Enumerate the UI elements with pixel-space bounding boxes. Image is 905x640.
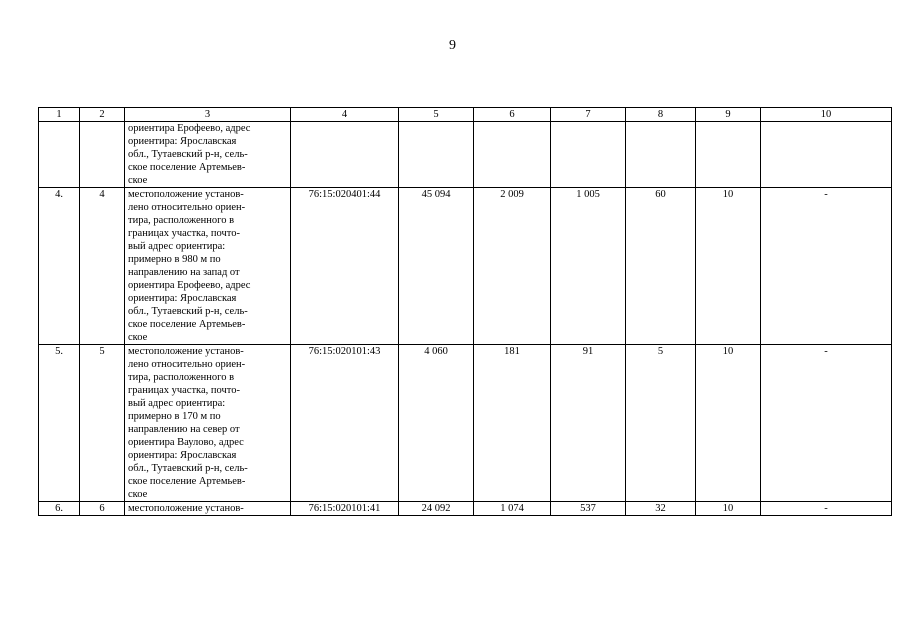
plot-number-cell: 6 xyxy=(80,502,125,516)
description-line: лено относительно ориен- xyxy=(128,202,246,213)
column-6-value-cell: 1 074 xyxy=(474,502,551,516)
column-header-7: 7 xyxy=(551,108,626,122)
column-header-1: 1 xyxy=(39,108,80,122)
column-6-value-cell xyxy=(474,122,551,188)
description-line: обл., Тутаевский р-н, сель- xyxy=(128,463,248,474)
description-line: направлению на запад от xyxy=(128,267,240,278)
page-number: 9 xyxy=(449,38,456,53)
column-10-value-cell xyxy=(761,122,892,188)
description-line: границах участка, почто- xyxy=(128,385,240,396)
column-header-5: 5 xyxy=(399,108,474,122)
row-number-cell: 6. xyxy=(39,502,80,516)
column-8-value-cell: 60 xyxy=(626,188,696,345)
column-header-10: 10 xyxy=(761,108,892,122)
location-description-cell xyxy=(125,345,291,502)
plot-number-cell: 4 xyxy=(80,188,125,345)
column-10-value-cell: - xyxy=(761,345,892,502)
plot-number-cell: 5 xyxy=(80,345,125,502)
table-row xyxy=(39,122,892,188)
column-7-value-cell: 91 xyxy=(551,345,626,502)
description-line: обл., Тутаевский р-н, сель- xyxy=(128,149,248,160)
column-9-value-cell: 10 xyxy=(696,502,761,516)
column-9-value-cell xyxy=(696,122,761,188)
column-9-value-cell: 10 xyxy=(696,188,761,345)
column-header-8: 8 xyxy=(626,108,696,122)
description-line: вый адрес ориентира: xyxy=(128,398,226,409)
description-line: тира, расположенного в xyxy=(128,372,235,383)
row-number-cell: 4. xyxy=(39,188,80,345)
cadastral-number-cell: 76:15:020101:41 xyxy=(291,502,399,516)
row-number-cell xyxy=(39,122,80,188)
column-5-value-cell: 45 094 xyxy=(399,188,474,345)
description-line: ориентира: Ярославская xyxy=(128,136,237,147)
description-line: ское поселение Артемьев- xyxy=(128,319,246,330)
column-header-2: 2 xyxy=(80,108,125,122)
description-line: ориентира Ерофеево, адрес xyxy=(128,123,251,134)
plot-number-cell xyxy=(80,122,125,188)
location-description-cell xyxy=(125,122,291,188)
column-6-value-cell: 2 009 xyxy=(474,188,551,345)
description-line: местоположение установ- xyxy=(128,189,244,200)
description-line: ское поселение Артемьев- xyxy=(128,476,246,487)
header-row xyxy=(39,108,892,122)
description-line: местоположение установ- xyxy=(128,346,244,357)
column-5-value-cell: 24 092 xyxy=(399,502,474,516)
column-header-9: 9 xyxy=(696,108,761,122)
column-header-3: 3 xyxy=(125,108,291,122)
column-5-value-cell: 4 060 xyxy=(399,345,474,502)
table-body xyxy=(39,122,892,516)
description-line: ориентира: Ярославская xyxy=(128,293,237,304)
description-line: тира, расположенного в xyxy=(128,215,235,226)
table-row xyxy=(39,502,892,516)
description-line: вый адрес ориентира: xyxy=(128,241,226,252)
description-line: ское поселение Артемьев- xyxy=(128,162,246,173)
description-line: местоположение установ- xyxy=(128,503,244,514)
column-6-value-cell: 181 xyxy=(474,345,551,502)
column-5-value-cell xyxy=(399,122,474,188)
cadastral-number-cell: 76:15:020401:44 xyxy=(291,188,399,345)
row-number-cell: 5. xyxy=(39,345,80,502)
column-7-value-cell xyxy=(551,122,626,188)
description-line: ское xyxy=(128,332,148,343)
description-line: ориентира: Ярославская xyxy=(128,450,237,461)
description-line: границах участка, почто- xyxy=(128,228,240,239)
description-line: лено относительно ориен- xyxy=(128,359,246,370)
description-line: обл., Тутаевский р-н, сель- xyxy=(128,306,248,317)
description-line: ориентира Ваулово, адрес xyxy=(128,437,244,448)
column-10-value-cell: - xyxy=(761,188,892,345)
table-row xyxy=(39,345,892,502)
location-description-cell xyxy=(125,502,291,516)
column-header-6: 6 xyxy=(474,108,551,122)
column-7-value-cell: 1 005 xyxy=(551,188,626,345)
column-header-4: 4 xyxy=(291,108,399,122)
column-9-value-cell: 10 xyxy=(696,345,761,502)
description-line: ское xyxy=(128,175,148,186)
description-line: направлению на север от xyxy=(128,424,240,435)
column-8-value-cell: 32 xyxy=(626,502,696,516)
description-line: ориентира Ерофеево, адрес xyxy=(128,280,251,291)
description-line: ское xyxy=(128,489,148,500)
column-10-value-cell: - xyxy=(761,502,892,516)
description-line: примерно в 980 м по xyxy=(128,254,221,265)
column-8-value-cell xyxy=(626,122,696,188)
column-7-value-cell: 537 xyxy=(551,502,626,516)
cadastral-number-cell: 76:15:020101:43 xyxy=(291,345,399,502)
column-8-value-cell: 5 xyxy=(626,345,696,502)
table-row xyxy=(39,188,892,345)
cadastral-number-cell xyxy=(291,122,399,188)
description-line: примерно в 170 м по xyxy=(128,411,221,422)
land-plots-table xyxy=(38,107,892,516)
location-description-cell xyxy=(125,188,291,345)
